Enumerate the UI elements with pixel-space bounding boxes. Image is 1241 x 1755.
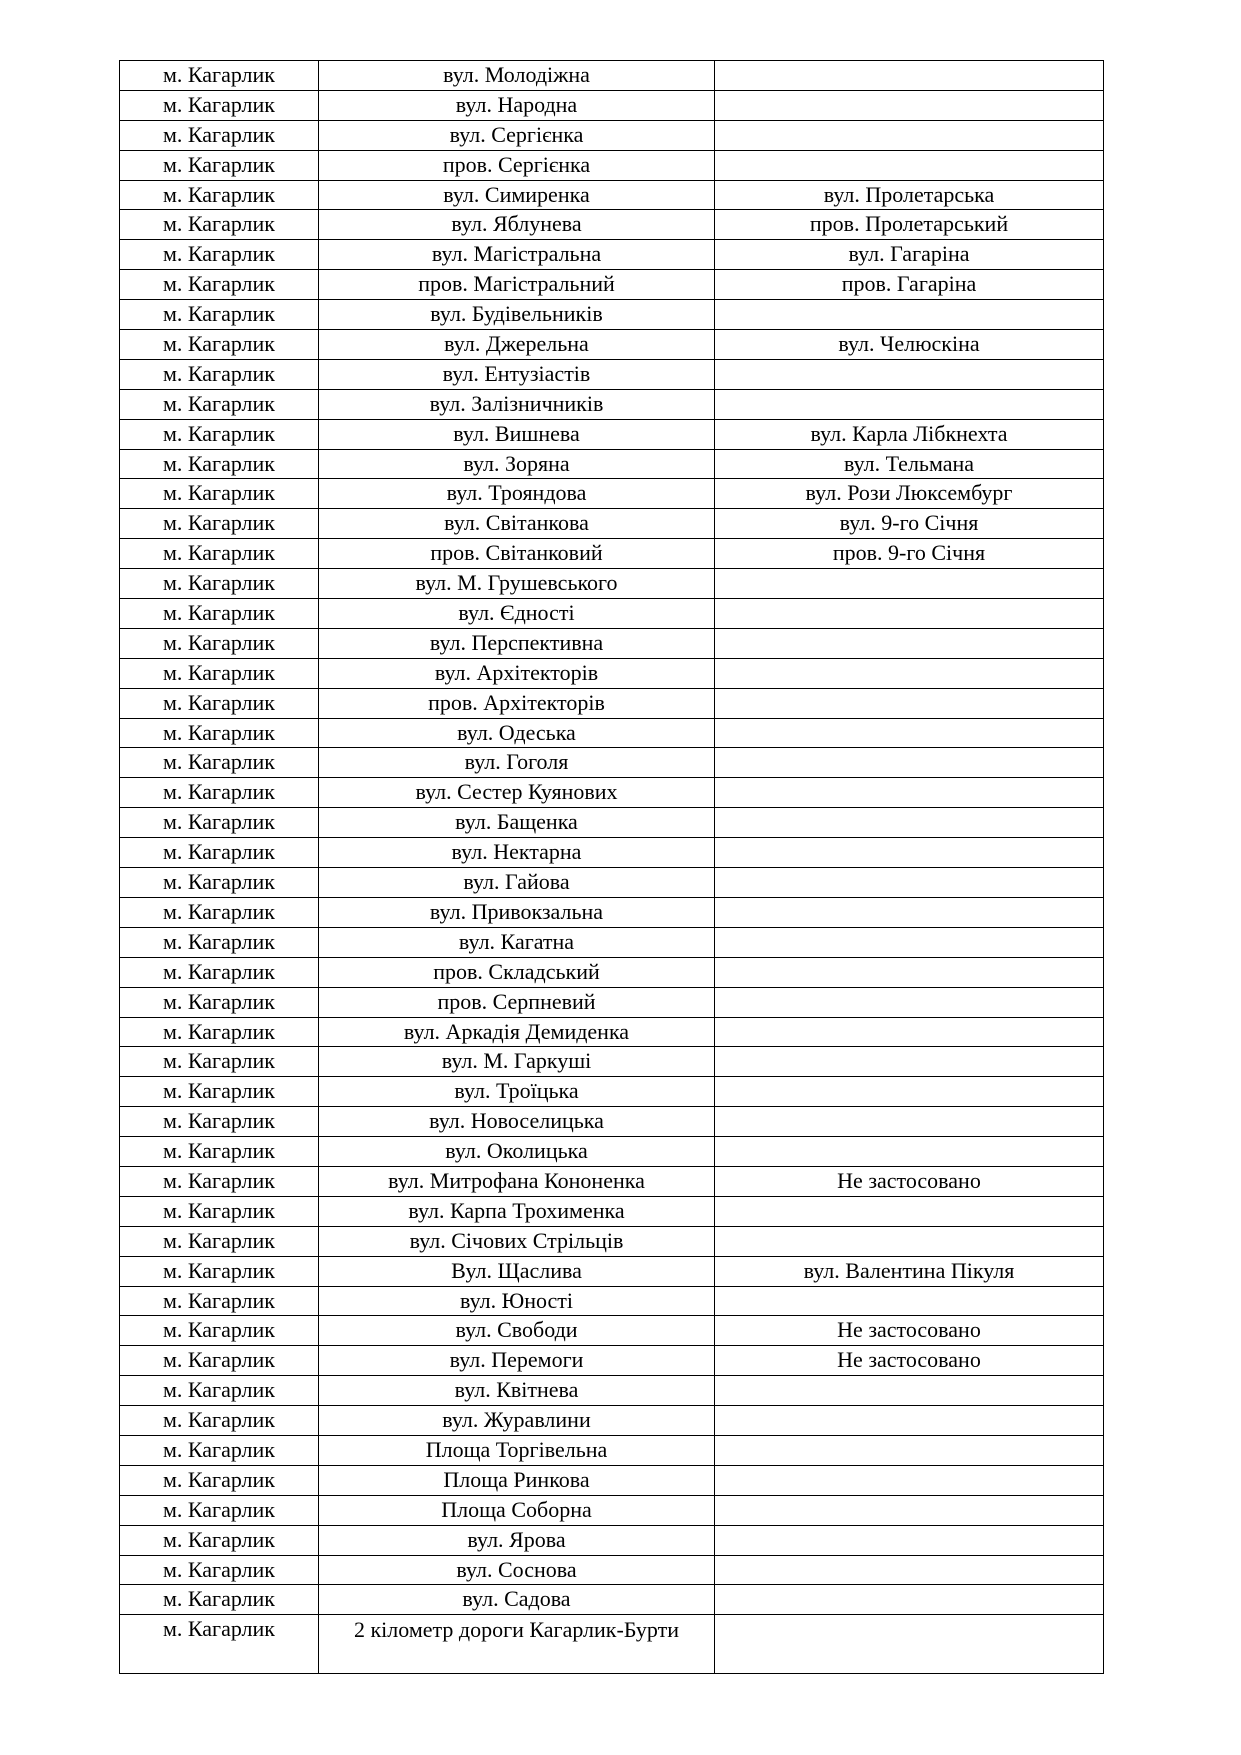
- streets-table: [119, 60, 1104, 1674]
- city-cell: м. Кагарлик: [120, 1226, 319, 1256]
- street-name-cell: вул. М. Гаркуші: [319, 1047, 715, 1077]
- street-name-cell: вул. Привокзальна: [319, 897, 715, 927]
- city-cell: м. Кагарлик: [120, 1107, 319, 1137]
- street-name-cell: вул. Садова: [319, 1585, 715, 1615]
- street-name-cell: Площа Соборна: [319, 1495, 715, 1525]
- city-cell: м. Кагарлик: [120, 688, 319, 718]
- former-name-cell: Не застосовано: [715, 1166, 1104, 1196]
- city-cell: м. Кагарлик: [120, 1525, 319, 1555]
- street-name-cell: вул. Молодіжна: [319, 61, 715, 91]
- city-cell: м. Кагарлик: [120, 987, 319, 1017]
- table-row: [120, 658, 1104, 688]
- former-name-cell: [715, 987, 1104, 1017]
- table-row: [120, 300, 1104, 330]
- former-name-cell: вул. Карла Лібкнехта: [715, 419, 1104, 449]
- table-row: [120, 868, 1104, 898]
- city-cell: м. Кагарлик: [120, 359, 319, 389]
- table-row: [120, 419, 1104, 449]
- city-cell: м. Кагарлик: [120, 1495, 319, 1525]
- city-cell: м. Кагарлик: [120, 419, 319, 449]
- former-name-cell: [715, 688, 1104, 718]
- former-name-cell: [715, 90, 1104, 120]
- former-name-cell: [715, 897, 1104, 927]
- former-name-cell: [715, 718, 1104, 748]
- table-row: [120, 628, 1104, 658]
- city-cell: м. Кагарлик: [120, 300, 319, 330]
- city-cell: м. Кагарлик: [120, 479, 319, 509]
- former-name-cell: [715, 1226, 1104, 1256]
- street-name-cell: пров. Серпневий: [319, 987, 715, 1017]
- street-name-cell: Площа Ринкова: [319, 1465, 715, 1495]
- former-name-cell: вул. Пролетарська: [715, 180, 1104, 210]
- former-name-cell: [715, 1376, 1104, 1406]
- city-cell: м. Кагарлик: [120, 658, 319, 688]
- city-cell: м. Кагарлик: [120, 718, 319, 748]
- city-cell: м. Кагарлик: [120, 808, 319, 838]
- table-row: [120, 539, 1104, 569]
- table-row: [120, 1256, 1104, 1286]
- table-row: [120, 1406, 1104, 1436]
- table-row: [120, 1376, 1104, 1406]
- city-cell: м. Кагарлик: [120, 1346, 319, 1376]
- street-name-cell: вул. Залізничників: [319, 389, 715, 419]
- former-name-cell: [715, 1495, 1104, 1525]
- street-name-cell: вул. Одеська: [319, 718, 715, 748]
- table-row: [120, 1137, 1104, 1167]
- street-name-cell: вул. Карпа Трохименка: [319, 1196, 715, 1226]
- city-cell: м. Кагарлик: [120, 120, 319, 150]
- city-cell: м. Кагарлик: [120, 1256, 319, 1286]
- table-row: [120, 1316, 1104, 1346]
- city-cell: м. Кагарлик: [120, 270, 319, 300]
- street-name-cell: вул. Троїцька: [319, 1077, 715, 1107]
- street-name-cell: вул. Вишнева: [319, 419, 715, 449]
- city-cell: м. Кагарлик: [120, 1555, 319, 1585]
- streets-table-body: [120, 61, 1104, 1674]
- former-name-cell: [715, 599, 1104, 629]
- city-cell: м. Кагарлик: [120, 1406, 319, 1436]
- table-row: [120, 1346, 1104, 1376]
- former-name-cell: [715, 808, 1104, 838]
- former-name-cell: [715, 658, 1104, 688]
- former-name-cell: [715, 1525, 1104, 1555]
- former-name-cell: [715, 748, 1104, 778]
- former-name-cell: вул. Валентина Пікуля: [715, 1256, 1104, 1286]
- former-name-cell: [715, 300, 1104, 330]
- city-cell: м. Кагарлик: [120, 449, 319, 479]
- table-row: [120, 210, 1104, 240]
- street-name-cell: вул. Січових Стрільців: [319, 1226, 715, 1256]
- table-row: [120, 180, 1104, 210]
- former-name-cell: [715, 1017, 1104, 1047]
- city-cell: м. Кагарлик: [120, 61, 319, 91]
- table-row: [120, 778, 1104, 808]
- table-row: [120, 359, 1104, 389]
- city-cell: м. Кагарлик: [120, 539, 319, 569]
- street-name-cell: вул. Джерельна: [319, 330, 715, 360]
- table-row: [120, 61, 1104, 91]
- city-cell: м. Кагарлик: [120, 1435, 319, 1465]
- city-cell: м. Кагарлик: [120, 599, 319, 629]
- former-name-cell: [715, 150, 1104, 180]
- street-name-cell: вул. Трояндова: [319, 479, 715, 509]
- table-row: [120, 987, 1104, 1017]
- former-name-cell: [715, 1077, 1104, 1107]
- former-name-cell: [715, 628, 1104, 658]
- street-name-cell: вул. Соснова: [319, 1555, 715, 1585]
- former-name-cell: [715, 1555, 1104, 1585]
- table-row: [120, 718, 1104, 748]
- street-name-cell: вул. Аркадія Демиденка: [319, 1017, 715, 1047]
- street-name-cell: вул. Зоряна: [319, 449, 715, 479]
- table-row: [120, 1017, 1104, 1047]
- former-name-cell: вул. Рози Люксембург: [715, 479, 1104, 509]
- table-row: [120, 1495, 1104, 1525]
- former-name-cell: [715, 1435, 1104, 1465]
- street-name-cell: вул. Перспективна: [319, 628, 715, 658]
- street-name-cell: вул. Журавлини: [319, 1406, 715, 1436]
- former-name-cell: [715, 120, 1104, 150]
- table-row: [120, 270, 1104, 300]
- street-name-cell: вул. Гайова: [319, 868, 715, 898]
- table-row: [120, 897, 1104, 927]
- city-cell: м. Кагарлик: [120, 628, 319, 658]
- table-row: [120, 449, 1104, 479]
- city-cell: м. Кагарлик: [120, 1166, 319, 1196]
- former-name-cell: [715, 1585, 1104, 1615]
- former-name-cell: [715, 389, 1104, 419]
- table-row: [120, 90, 1104, 120]
- former-name-cell: [715, 778, 1104, 808]
- city-cell: м. Кагарлик: [120, 1286, 319, 1316]
- city-cell: м. Кагарлик: [120, 569, 319, 599]
- table-row: [120, 1196, 1104, 1226]
- former-name-cell: [715, 1107, 1104, 1137]
- table-row: [120, 1615, 1104, 1674]
- former-name-cell: [715, 1465, 1104, 1495]
- street-name-cell: Площа Торгівельна: [319, 1435, 715, 1465]
- table-row: [120, 150, 1104, 180]
- city-cell: м. Кагарлик: [120, 1196, 319, 1226]
- table-row: [120, 569, 1104, 599]
- city-cell: м. Кагарлик: [120, 1376, 319, 1406]
- former-name-cell: [715, 868, 1104, 898]
- street-name-cell: вул. Околицька: [319, 1137, 715, 1167]
- former-name-cell: [715, 1137, 1104, 1167]
- former-name-cell: пров. Гагаріна: [715, 270, 1104, 300]
- table-row: [120, 599, 1104, 629]
- city-cell: м. Кагарлик: [120, 748, 319, 778]
- table-row: [120, 688, 1104, 718]
- former-name-cell: [715, 61, 1104, 91]
- table-row: [120, 1435, 1104, 1465]
- street-name-cell: вул. Кагатна: [319, 927, 715, 957]
- street-name-cell: вул. Перемоги: [319, 1346, 715, 1376]
- street-name-cell: пров. Архітекторів: [319, 688, 715, 718]
- street-name-cell: вул. Митрофана Кононенка: [319, 1166, 715, 1196]
- street-name-cell: вул. Квітнева: [319, 1376, 715, 1406]
- street-name-cell: вул. Бащенка: [319, 808, 715, 838]
- city-cell: м. Кагарлик: [120, 1316, 319, 1346]
- former-name-cell: [715, 359, 1104, 389]
- former-name-cell: [715, 1196, 1104, 1226]
- street-name-cell: вул. Сестер Куянових: [319, 778, 715, 808]
- table-row: [120, 509, 1104, 539]
- city-cell: м. Кагарлик: [120, 1465, 319, 1495]
- city-cell: м. Кагарлик: [120, 509, 319, 539]
- former-name-cell: [715, 1406, 1104, 1436]
- street-name-cell: вул. Свободи: [319, 1316, 715, 1346]
- city-cell: м. Кагарлик: [120, 1077, 319, 1107]
- street-name-cell: вул. Ярова: [319, 1525, 715, 1555]
- table-row: [120, 957, 1104, 987]
- street-name-cell: пров. Світанковий: [319, 539, 715, 569]
- street-name-cell: пров. Складський: [319, 957, 715, 987]
- table-row: [120, 927, 1104, 957]
- table-row: [120, 1585, 1104, 1615]
- city-cell: м. Кагарлик: [120, 1137, 319, 1167]
- street-name-cell: вул. Ентузіастів: [319, 359, 715, 389]
- street-name-cell: вул. Яблунева: [319, 210, 715, 240]
- street-name-cell: вул. Будівельників: [319, 300, 715, 330]
- table-row: [120, 1077, 1104, 1107]
- city-cell: м. Кагарлик: [120, 389, 319, 419]
- street-name-cell: вул. Народна: [319, 90, 715, 120]
- street-name-cell: вул. Магістральна: [319, 240, 715, 270]
- street-name-cell: Вул. Щаслива: [319, 1256, 715, 1286]
- city-cell: м. Кагарлик: [120, 927, 319, 957]
- street-name-cell: вул. Нектарна: [319, 838, 715, 868]
- street-name-cell: вул. Юності: [319, 1286, 715, 1316]
- city-cell: м. Кагарлик: [120, 150, 319, 180]
- city-cell: м. Кагарлик: [120, 330, 319, 360]
- city-cell: м. Кагарлик: [120, 868, 319, 898]
- city-cell: м. Кагарлик: [120, 1017, 319, 1047]
- former-name-cell: [715, 1047, 1104, 1077]
- city-cell: м. Кагарлик: [120, 1615, 319, 1674]
- street-name-cell: вул. Світанкова: [319, 509, 715, 539]
- street-name-cell: 2 кілометр дороги Кагарлик-Бурти: [319, 1615, 715, 1674]
- table-row: [120, 1286, 1104, 1316]
- street-name-cell: пров. Магістральний: [319, 270, 715, 300]
- table-row: [120, 748, 1104, 778]
- former-name-cell: Не застосовано: [715, 1316, 1104, 1346]
- former-name-cell: вул. Челюскіна: [715, 330, 1104, 360]
- street-name-cell: вул. Симиренка: [319, 180, 715, 210]
- table-row: [120, 120, 1104, 150]
- street-name-cell: вул. Новоселицька: [319, 1107, 715, 1137]
- table-row: [120, 1107, 1104, 1137]
- table-row: [120, 240, 1104, 270]
- table-row: [120, 1525, 1104, 1555]
- former-name-cell: [715, 569, 1104, 599]
- table-row: [120, 1047, 1104, 1077]
- former-name-cell: [715, 927, 1104, 957]
- former-name-cell: [715, 838, 1104, 868]
- table-row: [120, 1555, 1104, 1585]
- city-cell: м. Кагарлик: [120, 1585, 319, 1615]
- table-row: [120, 389, 1104, 419]
- table-row: [120, 838, 1104, 868]
- street-name-cell: вул. М. Грушевського: [319, 569, 715, 599]
- table-row: [120, 1166, 1104, 1196]
- table-row: [120, 1226, 1104, 1256]
- former-name-cell: [715, 1615, 1104, 1674]
- street-name-cell: вул. Сергієнка: [319, 120, 715, 150]
- former-name-cell: [715, 1286, 1104, 1316]
- city-cell: м. Кагарлик: [120, 180, 319, 210]
- city-cell: м. Кагарлик: [120, 210, 319, 240]
- former-name-cell: пров. 9-го Січня: [715, 539, 1104, 569]
- table-row: [120, 808, 1104, 838]
- table-row: [120, 330, 1104, 360]
- city-cell: м. Кагарлик: [120, 897, 319, 927]
- city-cell: м. Кагарлик: [120, 778, 319, 808]
- street-name-cell: вул. Гоголя: [319, 748, 715, 778]
- former-name-cell: [715, 957, 1104, 987]
- former-name-cell: вул. Тельмана: [715, 449, 1104, 479]
- city-cell: м. Кагарлик: [120, 1047, 319, 1077]
- city-cell: м. Кагарлик: [120, 240, 319, 270]
- former-name-cell: вул. Гагаріна: [715, 240, 1104, 270]
- former-name-cell: Не застосовано: [715, 1346, 1104, 1376]
- table-row: [120, 479, 1104, 509]
- city-cell: м. Кагарлик: [120, 90, 319, 120]
- former-name-cell: пров. Пролетарський: [715, 210, 1104, 240]
- table-row: [120, 1465, 1104, 1495]
- city-cell: м. Кагарлик: [120, 838, 319, 868]
- street-name-cell: пров. Сергієнка: [319, 150, 715, 180]
- street-name-cell: вул. Архітекторів: [319, 658, 715, 688]
- former-name-cell: вул. 9-го Січня: [715, 509, 1104, 539]
- street-name-cell: вул. Єдності: [319, 599, 715, 629]
- city-cell: м. Кагарлик: [120, 957, 319, 987]
